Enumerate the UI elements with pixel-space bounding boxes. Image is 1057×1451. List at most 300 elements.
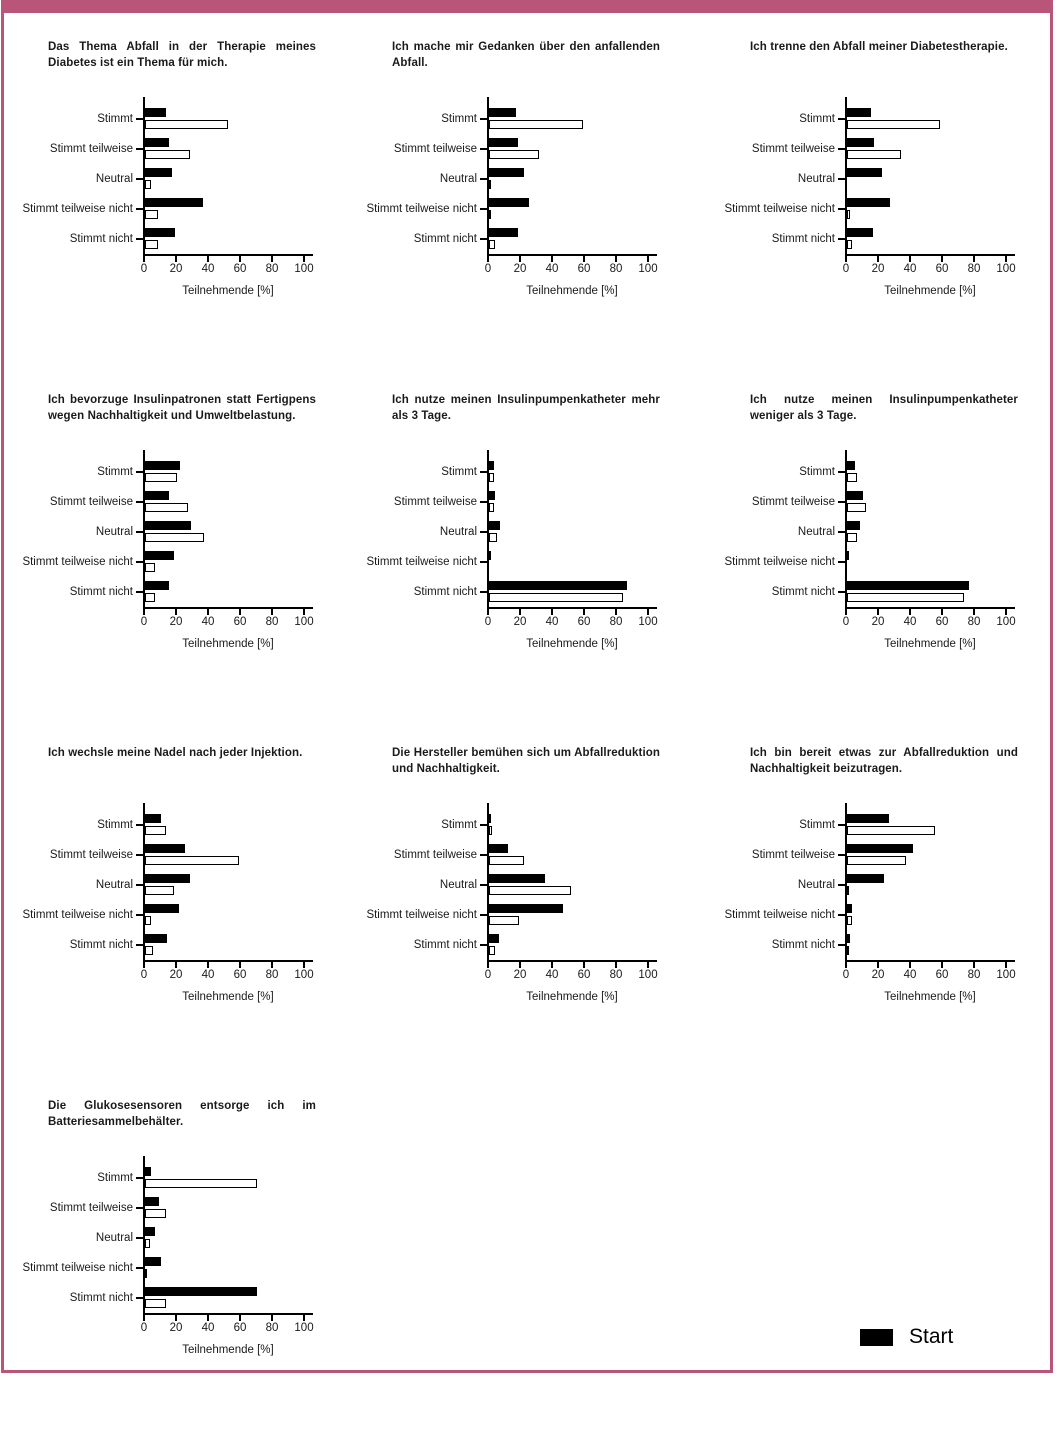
category-tick-mark [136,561,143,563]
chart-title: Ich nutze meinen Insulinpumpenkatheter weniger als 3 Tage. [750,394,1018,423]
category-row [4,1283,143,1313]
bar-start [847,108,871,117]
bar-unlabeled [489,120,583,129]
x-axis-tick-mark [647,256,649,262]
category-label: Stimmt teilweise nicht [724,556,835,568]
bar-start [145,581,169,590]
x-axis [484,256,658,282]
x-axis [484,962,658,988]
bar-start [489,168,524,177]
category-row [348,577,487,607]
x-axis-tick-mark [143,609,145,615]
bar-group [145,547,313,577]
category-row [706,547,845,577]
category-labels [348,803,487,962]
x-axis-tick-mark [909,256,911,262]
x-axis-tick-label: 20 [513,616,527,628]
x-axis-tick-label: 100 [638,969,658,981]
bar-start [847,521,860,530]
bar-unlabeled [489,886,571,895]
category-row [4,1163,143,1193]
bar-unlabeled [489,473,494,482]
x-axis-tick-mark [845,609,847,615]
category-label: Stimmt [799,819,835,831]
bar-start [489,934,499,943]
x-axis-tick-label: 80 [609,616,623,628]
x-axis-tick-mark [207,1315,209,1321]
x-axis-tick-label: 80 [265,263,279,275]
x-axis-tick-mark [973,609,975,615]
bar-group [489,810,657,840]
category-label: Stimmt [97,819,133,831]
bar-unlabeled [847,503,866,512]
plot-box [845,450,1015,609]
category-label: Stimmt teilweise [49,496,133,508]
bar-start [847,874,884,883]
x-axis-tick-mark [551,962,553,968]
category-label: Stimmt teilweise [393,849,477,861]
bar-group [847,870,1015,900]
category-row [706,840,845,870]
x-axis-tick-mark [303,256,305,262]
bar-unlabeled [145,120,228,129]
x-axis-tick-label: 100 [638,616,658,628]
category-tick-mark [136,471,143,473]
category-label: Stimmt nicht [69,939,133,951]
x-axis-tick-mark [941,256,943,262]
x-axis-tick-label: 20 [169,1322,183,1334]
category-tick-mark [838,591,845,593]
x-axis-tick-label: 20 [871,969,885,981]
bar-group [489,840,657,870]
x-axis-tick-mark [615,962,617,968]
bar-unlabeled [145,180,151,189]
x-axis-tick-mark [973,256,975,262]
charts-grid [4,13,1050,1451]
bar-start [847,461,855,470]
x-axis-tick-mark [487,256,489,262]
x-axis-label: Teilnehmende [%] [182,1344,274,1356]
x-axis-tick-mark [845,256,847,262]
bar-group [847,164,1015,194]
bar-unlabeled [489,916,519,925]
category-label: Stimmt nicht [413,233,477,245]
bar-start [489,874,545,883]
category-row [706,224,845,254]
figure-frame [1,0,1053,1373]
category-tick-mark [480,208,487,210]
x-axis-tick-mark [303,1315,305,1321]
category-label: Stimmt nicht [69,586,133,598]
bar-start [145,551,174,560]
category-tick-mark [838,824,845,826]
plot-area [348,97,692,256]
category-row [706,900,845,930]
bar-group [145,104,313,134]
category-row [706,870,845,900]
bar-start [145,198,203,207]
bar-unlabeled [489,826,492,835]
x-axis-tick-mark [647,609,649,615]
category-labels [706,450,845,609]
x-axis-tick-label: 80 [967,969,981,981]
x-axis-tick-label: 0 [140,263,148,275]
bar-unlabeled [489,946,495,955]
category-tick-mark [480,118,487,120]
bar-unlabeled [847,856,906,865]
bar-unlabeled [847,473,857,482]
bar-unlabeled [145,593,155,602]
x-axis-tick-label: 80 [609,263,623,275]
x-axis-tick-label: 40 [903,969,917,981]
x-axis-tick-label: 40 [201,263,215,275]
x-axis-tick-label: 80 [967,616,981,628]
category-row [348,457,487,487]
plot-box [143,97,313,256]
x-axis-tick-label: 0 [484,969,492,981]
category-tick-mark [136,824,143,826]
x-axis-tick-mark [207,609,209,615]
bar-unlabeled [489,210,491,219]
x-axis-label: Teilnehmende [%] [526,991,618,1003]
category-label: Stimmt [97,113,133,125]
bar-group [847,134,1015,164]
x-axis-label: Teilnehmende [%] [182,991,274,1003]
legend-label-start: Start [909,1325,954,1348]
category-label: Stimmt teilweise nicht [22,203,133,215]
bar-unlabeled [145,503,188,512]
category-label: Neutral [797,173,835,185]
plot-box [143,450,313,609]
x-axis-tick-mark [647,962,649,968]
x-axis-tick-label: 40 [201,616,215,628]
category-tick-mark [136,1237,143,1239]
x-axis-label: Teilnehmende [%] [526,638,618,650]
category-tick-mark [480,591,487,593]
bar-group [145,1253,313,1283]
bar-group [847,224,1015,254]
category-row [4,517,143,547]
chart-title: Ich wechsle meine Nadel nach jeder Injektion. [48,747,303,759]
bar-start [847,814,889,823]
plot-box [487,450,657,609]
x-axis-label: Teilnehmende [%] [526,285,618,297]
x-axis-tick-label: 0 [842,263,850,275]
bar-start [489,904,563,913]
category-row [4,104,143,134]
x-axis-tick-mark [239,1315,241,1321]
bar-group [489,930,657,960]
x-axis-tick-mark [143,1315,145,1321]
chart-title: Ich nutze meinen Insulinpumpenkatheter mehr als 3 Tage. [392,394,660,423]
category-label: Stimmt teilweise nicht [366,556,477,568]
category-row [4,840,143,870]
x-axis-tick-label: 20 [513,969,527,981]
bar-group [847,900,1015,930]
bar-start [847,228,873,237]
x-axis-tick-mark [583,962,585,968]
bar-group [847,577,1015,607]
bar-unlabeled [847,826,935,835]
category-label: Stimmt teilweise [751,143,835,155]
category-labels [348,450,487,609]
category-label: Stimmt nicht [771,939,835,951]
category-label: Stimmt [441,466,477,478]
bar-start [145,521,191,530]
category-tick-mark [136,238,143,240]
bar-group [145,194,313,224]
bar-group [847,930,1015,960]
bar-group [847,810,1015,840]
x-axis-tick-mark [551,609,553,615]
x-axis [842,609,1016,635]
x-axis-tick-mark [909,962,911,968]
bar-unlabeled [145,1239,150,1248]
category-labels [4,450,143,609]
bar-unlabeled [847,210,850,219]
bar-group [145,840,313,870]
bar-unlabeled [489,856,524,865]
bar-unlabeled [145,916,151,925]
legend [860,1325,953,1349]
bar-unlabeled [145,473,177,482]
category-row [4,810,143,840]
bar-start [145,108,166,117]
plot-box [845,803,1015,962]
x-axis-tick-mark [615,609,617,615]
category-row [4,1223,143,1253]
bar-group [847,487,1015,517]
plot-area [706,803,1036,962]
category-label: Stimmt teilweise nicht [366,909,477,921]
bar-start [489,581,627,590]
category-label: Stimmt nicht [413,586,477,598]
chart-title: Ich bevorzuge Insulinpatronen statt Fertigpens wegen Nachhaltigkeit und Umweltbelastung. [48,394,316,423]
category-tick-mark [838,118,845,120]
category-labels [706,803,845,962]
category-tick-mark [838,208,845,210]
bar-start [489,551,491,560]
plot-area [706,450,1036,609]
category-row [348,547,487,577]
chart [4,1098,348,1451]
bar-unlabeled [145,1179,257,1188]
x-axis-tick-mark [143,962,145,968]
plot-area [348,450,692,609]
category-row [4,1193,143,1223]
x-axis-tick-label: 100 [638,263,658,275]
category-row [348,134,487,164]
category-row [348,224,487,254]
category-label: Stimmt [97,466,133,478]
x-axis-tick-mark [143,256,145,262]
category-row [706,194,845,224]
x-axis-tick-label: 60 [233,263,247,275]
category-row [348,930,487,960]
plot-box [487,803,657,962]
bar-start [489,814,491,823]
bar-start [847,581,969,590]
bar-group [847,194,1015,224]
x-axis-tick-label: 40 [545,969,559,981]
category-row [348,900,487,930]
plot-area [4,450,348,609]
bar-group [145,1193,313,1223]
category-row [348,487,487,517]
category-row [706,517,845,547]
x-axis-tick-label: 60 [577,969,591,981]
category-row [706,457,845,487]
x-axis-tick-label: 40 [201,969,215,981]
category-labels [706,97,845,256]
category-label: Neutral [95,1232,133,1244]
chart [706,39,1036,392]
bar-unlabeled [847,593,964,602]
x-axis [484,609,658,635]
category-labels [4,1156,143,1315]
bar-unlabeled [489,240,495,249]
bar-start [847,934,850,943]
category-label: Stimmt teilweise [751,496,835,508]
category-label: Stimmt teilweise nicht [22,909,133,921]
category-row [706,134,845,164]
x-axis-tick-mark [551,256,553,262]
x-axis-tick-mark [239,256,241,262]
x-axis-tick-label: 20 [169,969,183,981]
category-tick-mark [480,238,487,240]
x-axis-tick-mark [583,256,585,262]
chart-title: Die Glukosesensoren entsorge ich im Batteriesammelbehälter. [48,1100,316,1129]
legend-swatch-start [860,1329,893,1346]
x-axis-tick-label: 20 [871,263,885,275]
bar-start [489,108,516,117]
category-row [348,870,487,900]
category-tick-mark [480,471,487,473]
bar-unlabeled [489,503,494,512]
category-tick-mark [136,1267,143,1269]
bar-unlabeled [145,240,158,249]
bar-unlabeled [145,533,204,542]
x-axis-tick-mark [941,962,943,968]
bar-unlabeled [847,886,849,895]
category-label: Stimmt nicht [69,1292,133,1304]
category-label: Stimmt teilweise [49,849,133,861]
category-tick-mark [136,884,143,886]
bar-start [145,1257,161,1266]
bar-unlabeled [489,150,539,159]
x-axis-tick-label: 100 [294,1322,314,1334]
category-tick-mark [480,944,487,946]
bar-group [489,194,657,224]
bar-unlabeled [145,1269,147,1278]
bar-group [145,164,313,194]
x-axis-tick-mark [519,256,521,262]
category-labels [4,97,143,256]
bar-unlabeled [489,593,623,602]
x-axis-tick-mark [519,962,521,968]
category-label: Neutral [797,526,835,538]
category-tick-mark [480,884,487,886]
category-label: Stimmt nicht [69,233,133,245]
category-row [706,487,845,517]
bar-group [847,547,1015,577]
bar-unlabeled [145,886,174,895]
category-tick-mark [838,471,845,473]
bar-unlabeled [145,946,153,955]
category-tick-mark [838,914,845,916]
x-axis-label: Teilnehmende [%] [182,285,274,297]
x-axis-tick-label: 80 [609,969,623,981]
category-label: Neutral [439,526,477,538]
bar-unlabeled [489,533,497,542]
category-label: Stimmt teilweise nicht [22,1262,133,1274]
x-axis-tick-label: 40 [903,263,917,275]
bar-unlabeled [145,1299,166,1308]
chart-title: Ich bin bereit etwas zur Abfallreduktion und Nachhaltigkeit beizutragen. [750,747,1018,776]
x-axis-tick-mark [175,962,177,968]
x-axis-tick-label: 60 [233,1322,247,1334]
bar-start [145,1287,257,1296]
x-axis-tick-label: 0 [484,263,492,275]
x-axis-tick-mark [271,609,273,615]
x-axis [842,256,1016,282]
bar-group [489,487,657,517]
bar-unlabeled [145,1209,166,1218]
category-row [4,457,143,487]
bar-start [847,198,890,207]
x-axis-tick-mark [271,962,273,968]
plot-box [845,97,1015,256]
x-axis-tick-label: 60 [935,969,949,981]
chart [4,39,348,392]
category-label: Stimmt teilweise nicht [724,203,835,215]
x-axis-tick-label: 20 [169,616,183,628]
category-label: Neutral [95,526,133,538]
x-axis-tick-label: 100 [294,969,314,981]
category-label: Stimmt [97,1172,133,1184]
plot-area [706,97,1036,256]
x-axis-tick-label: 40 [545,263,559,275]
bar-start [145,168,172,177]
bar-group [145,1223,313,1253]
bar-start [145,1167,151,1176]
x-axis-tick-mark [583,609,585,615]
bar-start [489,138,518,147]
bar-group [145,224,313,254]
x-axis-tick-mark [941,609,943,615]
bar-group [145,930,313,960]
category-tick-mark [136,854,143,856]
category-tick-mark [480,561,487,563]
bar-start [847,138,874,147]
x-axis-tick-mark [303,962,305,968]
bar-group [489,517,657,547]
category-tick-mark [838,178,845,180]
bar-group [145,1283,313,1313]
category-row [4,930,143,960]
x-axis-tick-mark [615,256,617,262]
category-row [4,547,143,577]
x-axis-tick-mark [877,609,879,615]
bar-group [847,104,1015,134]
bar-unlabeled [847,916,852,925]
x-axis-tick-label: 100 [996,263,1016,275]
category-row [706,930,845,960]
x-axis-label: Teilnehmende [%] [182,638,274,650]
bar-start [847,904,852,913]
x-axis [140,609,314,635]
x-axis-tick-label: 100 [996,969,1016,981]
